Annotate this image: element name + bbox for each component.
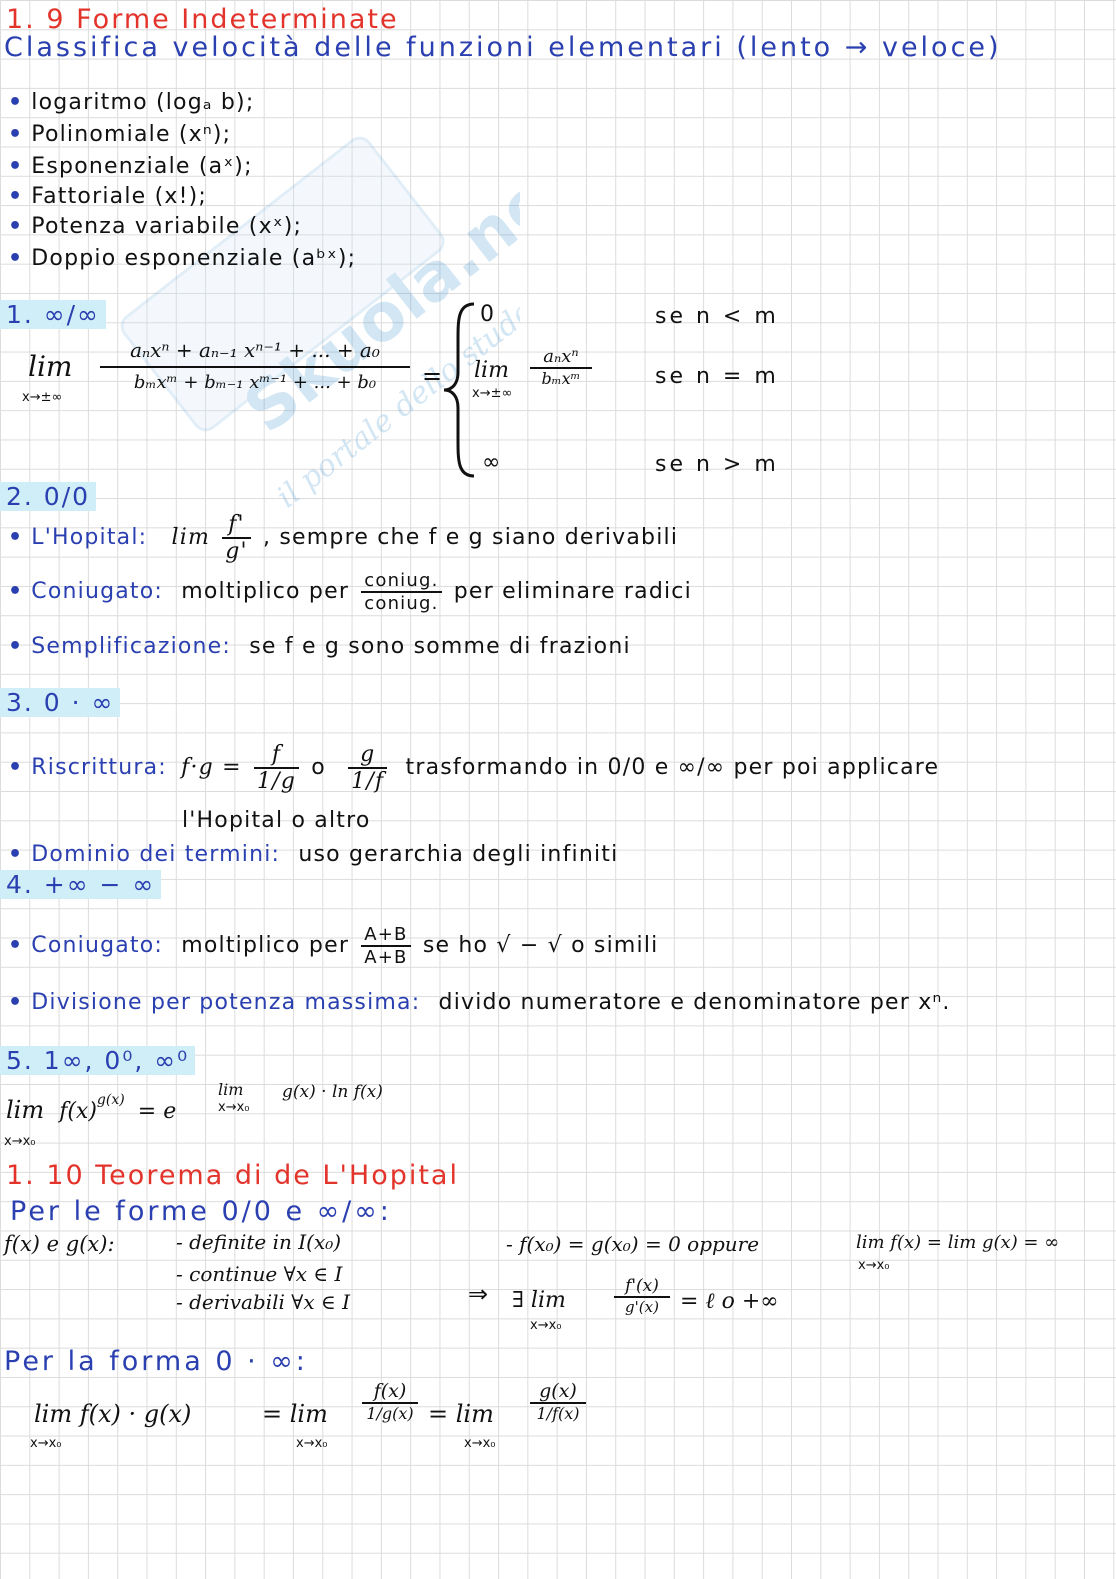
watermark-text-1: Skuola.net <box>230 141 520 448</box>
s2-semplificazione-row <box>8 634 631 659</box>
fraction-num: f' <box>228 512 245 537</box>
s2-coniugato-pre: moltiplico per <box>181 579 350 604</box>
s1-case2-num: aₙxⁿ <box>543 346 579 367</box>
s3-riscrittura-text-2: l'Hopital o altro <box>182 808 371 833</box>
speed-item-1 <box>8 90 254 115</box>
s1-case2-condition: se n = m <box>655 364 779 389</box>
s3-riscrittura-row <box>8 742 939 794</box>
fraction-num: f <box>271 742 282 767</box>
s2-coniugato-row <box>8 570 692 614</box>
fraction-den: 1/f <box>348 767 387 794</box>
s1-denominator: bₘxᵐ + bₘ₋₁ xᵐ⁻¹ + ... + b₀ <box>133 372 377 393</box>
lim-text: lim <box>474 358 509 383</box>
s10-final-lim-1: lim f(x) · g(x) <box>34 1400 192 1428</box>
speed-item-label: Polinomiale (xⁿ); <box>31 122 232 147</box>
speed-item-label: Fattoriale (x!); <box>31 184 207 209</box>
section-1-9-subtitle: Classifica velocità delle funzioni elementari (lento → veloce) <box>4 32 1002 63</box>
s5-exp-body: g(x) · ln f(x) <box>282 1082 383 1102</box>
s1-limit-label <box>28 350 72 383</box>
s10-exists-fraction <box>614 1276 670 1316</box>
s1-equals: = <box>422 362 443 390</box>
s4-heading: 4. +∞ − ∞ <box>0 870 161 899</box>
bullet-icon: • <box>8 90 24 115</box>
speed-item-label: Doppio esponenziale (aᵇˣ); <box>31 246 357 271</box>
fraction-num: A+B <box>364 924 408 945</box>
s10-final-fraction-2 <box>530 1380 586 1423</box>
bullet-icon: • <box>8 122 24 147</box>
section-1-9-title: 1. 9 Forme Indeterminate <box>6 4 399 35</box>
s10-cond-2: - continue ∀x ∈ I <box>176 1262 343 1286</box>
s5-lim-sub: x→x₀ <box>4 1134 36 1149</box>
s5-exp-sub: x→x₀ <box>218 1100 250 1115</box>
fraction-num: g(x) <box>539 1380 577 1402</box>
s2-coniugato-fraction <box>361 570 441 614</box>
s10-final-eq-2: = lim <box>428 1400 494 1428</box>
s4-divisione-row <box>8 990 951 1015</box>
bullet-icon: • <box>8 990 24 1015</box>
lim-text: lim <box>6 1096 45 1124</box>
lim-text: lim <box>171 525 211 550</box>
watermark-text-2: il portale dello studente <box>270 263 520 516</box>
s10-exists-result: = ℓ o +∞ <box>680 1289 779 1314</box>
s5-heading: 5. 1∞, 0⁰, ∞⁰ <box>0 1046 195 1075</box>
fraction-den: g' <box>222 537 251 564</box>
s10-forma-title: Per la forma 0 · ∞: <box>4 1346 308 1377</box>
speed-item-label: logaritmo (logₐ b); <box>31 90 255 115</box>
bullet-icon: • <box>8 755 24 780</box>
s4-coniugato-row <box>8 924 658 968</box>
fraction-num: f'(x) <box>625 1276 659 1296</box>
s4-coniugato-label: Coniugato: <box>31 933 164 958</box>
fraction-num: g <box>360 742 376 767</box>
s10-fg-label: f(x) e g(x): <box>4 1232 115 1256</box>
s2-hopital-row <box>8 512 678 564</box>
s3-or-word: o <box>311 755 326 780</box>
s10-exists: ∃ lim <box>512 1288 566 1313</box>
fraction-num: coniug. <box>364 570 439 591</box>
s2-hopital-text: , sempre che f e g siano derivabili <box>262 525 679 550</box>
lim-text: lim <box>28 350 73 383</box>
s3-frac-1 <box>254 742 299 794</box>
s10-implies-icon: ⇒ <box>468 1280 489 1308</box>
s2-coniugato-label: Coniugato: <box>31 579 164 604</box>
bullet-icon: • <box>8 184 24 209</box>
s1-case2-lim <box>474 358 509 383</box>
speed-item-4 <box>8 184 207 209</box>
s3-riscrittura-text: trasformando in 0/0 e ∞/∞ per poi applicare <box>405 755 940 780</box>
s1-case1-condition: se n < m <box>655 304 779 329</box>
s2-coniugato-post: per eliminare radici <box>453 579 692 604</box>
fraction-den: g'(x) <box>625 1298 659 1316</box>
fraction-den: 1/g <box>254 767 299 794</box>
s10-cond-3: - derivabili ∀x ∈ I <box>176 1290 351 1314</box>
speed-item-2 <box>8 122 231 147</box>
section-1-10-subtitle: Per le forme 0/0 e ∞/∞: <box>10 1196 392 1227</box>
s2-hopital-label: L'Hopital: <box>31 525 148 550</box>
speed-item-5 <box>8 214 302 239</box>
bullet-icon: • <box>8 579 24 604</box>
s10-final-sub-3: x→x₀ <box>464 1436 496 1451</box>
s3-heading: 3. 0 · ∞ <box>0 688 120 717</box>
speed-item-6 <box>8 246 356 271</box>
s4-divisione-label: Divisione per potenza massima: <box>31 990 421 1015</box>
s2-semplificazione-label: Semplificazione: <box>31 634 232 659</box>
s10-cond-1: - definite in I(x₀) <box>176 1230 342 1254</box>
bullet-icon: • <box>8 634 24 659</box>
s4-coniugato-fraction <box>361 924 410 968</box>
fraction-den: 1/g(x) <box>366 1404 414 1423</box>
bullet-icon: • <box>8 933 24 958</box>
bullet-icon: • <box>8 246 24 271</box>
s10-cond-right-lim: lim f(x) = lim g(x) = ∞ <box>856 1232 1060 1253</box>
s10-cond-right-sub: x→x₀ <box>858 1258 890 1273</box>
s1-numerator: aₙxⁿ + aₙ₋₁ xⁿ⁻¹ + ... + a₀ <box>130 338 380 362</box>
s10-exists-sub: x→x₀ <box>530 1318 562 1333</box>
speed-item-label: Esponenziale (aˣ); <box>31 154 253 179</box>
bullet-icon: • <box>8 214 24 239</box>
speed-item-3 <box>8 154 253 179</box>
section-1-10-title: 1. 10 Teorema di de L'Hopital <box>6 1160 459 1191</box>
fraction-den: A+B <box>361 945 410 968</box>
s1-limit-sub: x→±∞ <box>22 390 63 405</box>
s5-eq: = e <box>137 1099 177 1124</box>
s10-final-sub-2: x→x₀ <box>296 1436 328 1451</box>
s1-case2-sub: x→±∞ <box>472 386 513 401</box>
s2-semplificazione-text: se f e g sono somme di frazioni <box>249 634 631 659</box>
s3-riscrittura-eq: f·g = <box>181 755 242 780</box>
s3-frac-2 <box>348 742 387 794</box>
s5-base: f(x) <box>59 1099 97 1124</box>
s4-coniugato-pre: moltiplico per <box>181 933 350 958</box>
fraction-den: coniug. <box>361 591 441 614</box>
s5-exp-lim: lim <box>218 1080 244 1099</box>
s1-heading: 1. ∞/∞ <box>0 300 106 329</box>
s10-final-fraction-1 <box>362 1380 418 1423</box>
bullet-icon: • <box>8 525 24 550</box>
fraction-num: f(x) <box>373 1380 407 1402</box>
s3-dominio-row <box>8 842 618 867</box>
fraction-den: 1/f(x) <box>536 1404 580 1423</box>
s3-dominio-label: Dominio dei termini: <box>31 842 281 867</box>
speed-item-label: Potenza variabile (xˣ); <box>31 214 303 239</box>
s2-hopital-fraction <box>222 512 251 564</box>
s4-divisione-text: divido numeratore e denominatore per xⁿ. <box>438 990 951 1015</box>
s1-case1-value: 0 <box>480 302 494 327</box>
s1-case2-fraction <box>530 346 592 388</box>
s1-fraction <box>100 338 410 393</box>
s3-riscrittura-label: Riscrittura: <box>31 755 167 780</box>
s5-exp: g(x) <box>96 1092 125 1108</box>
s1-case3-condition: se n > m <box>655 452 779 477</box>
s10-cond-right: - f(x₀) = g(x₀) = 0 oppure <box>506 1232 760 1256</box>
s1-case3-value: ∞ <box>482 450 501 475</box>
s4-coniugato-post: se ho √ − √ o simili <box>422 933 659 958</box>
s10-final-eq-1: = lim <box>262 1400 328 1428</box>
s2-heading: 2. 0/0 <box>0 482 96 511</box>
bullet-icon: • <box>8 154 24 179</box>
s1-case2-den: bₘxᵐ <box>541 369 581 388</box>
s3-dominio-text: uso gerarchia degli infiniti <box>298 842 619 867</box>
s10-final-sub-1: x→x₀ <box>30 1436 62 1451</box>
bullet-icon: • <box>8 842 24 867</box>
s5-formula <box>6 1092 177 1124</box>
